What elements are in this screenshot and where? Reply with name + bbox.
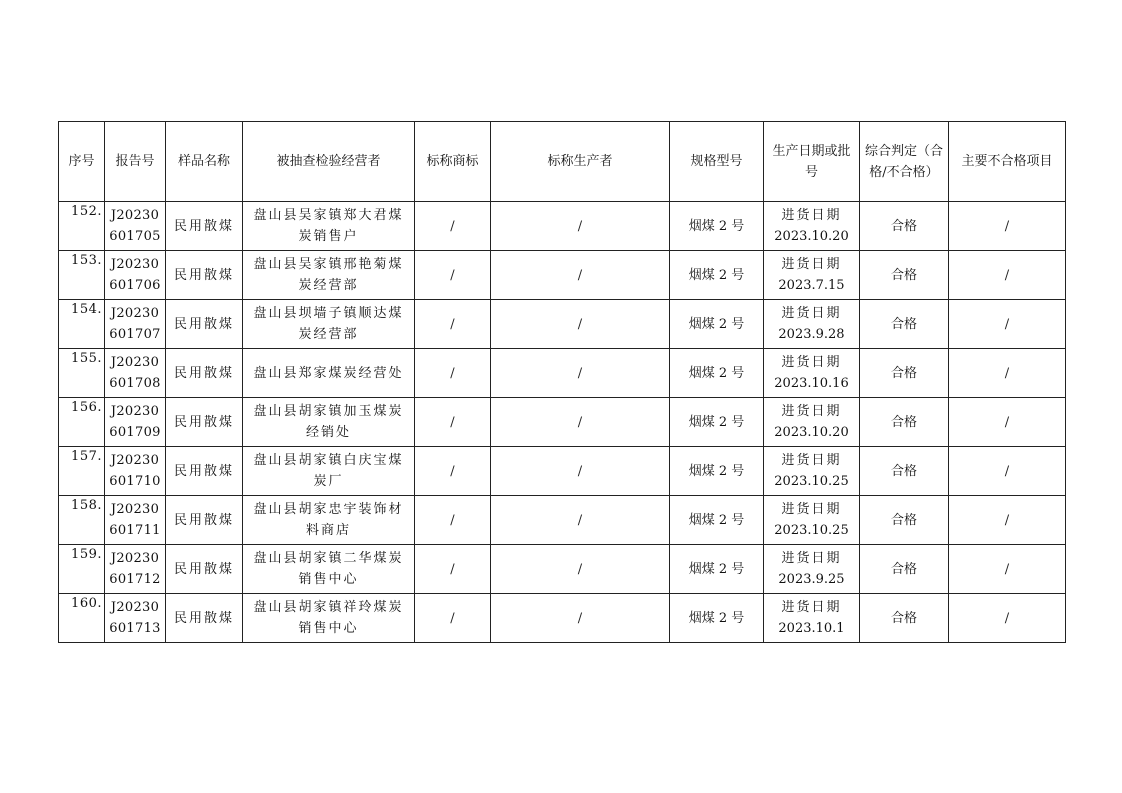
row-seq: 155.: [59, 349, 105, 398]
row-verdict: 合格: [860, 398, 949, 447]
row-production-date: [764, 251, 860, 300]
row-producer: /: [491, 496, 670, 545]
row-operator: 盘山县胡家忠宇装饰材料商店: [243, 496, 415, 545]
table-row: [59, 545, 1066, 594]
report-no-part-2: 601705: [109, 229, 161, 244]
row-seq: 152.: [59, 202, 105, 251]
report-no-part-2: 601707: [109, 327, 161, 342]
row-verdict: 合格: [860, 300, 949, 349]
row-brand: /: [415, 594, 491, 643]
report-no-part-1: J20230: [110, 257, 160, 272]
row-sample-name: 民用散煤: [166, 300, 243, 349]
row-producer: /: [491, 594, 670, 643]
row-verdict: 合格: [860, 447, 949, 496]
row-sample-name: 民用散煤: [166, 447, 243, 496]
row-sample-name: 民用散煤: [166, 594, 243, 643]
report-no-part-2: 601711: [109, 523, 161, 538]
table-row: [59, 496, 1066, 545]
report-no-part-1: J20230: [110, 404, 160, 419]
row-brand: /: [415, 545, 491, 594]
col-header-report-no: 报告号: [105, 122, 166, 202]
col-header-seq: 序号: [59, 122, 105, 202]
row-report-no: [105, 398, 166, 447]
table-row: [59, 300, 1066, 349]
table-body: [59, 202, 1066, 643]
row-report-no: [105, 496, 166, 545]
row-main-failures: /: [949, 447, 1066, 496]
row-sample-name: 民用散煤: [166, 202, 243, 251]
row-main-failures: /: [949, 545, 1066, 594]
row-main-failures: /: [949, 496, 1066, 545]
date-label: 进货日期: [781, 502, 842, 517]
row-producer: /: [491, 398, 670, 447]
report-no-part-1: J20230: [110, 453, 160, 468]
row-spec: 烟煤 2 号: [670, 447, 764, 496]
row-sample-name: 民用散煤: [166, 251, 243, 300]
row-production-date: [764, 545, 860, 594]
row-seq: 158.: [59, 496, 105, 545]
row-spec: 烟煤 2 号: [670, 496, 764, 545]
row-brand: /: [415, 496, 491, 545]
row-brand: /: [415, 300, 491, 349]
row-seq: 154.: [59, 300, 105, 349]
row-brand: /: [415, 398, 491, 447]
row-report-no: [105, 251, 166, 300]
date-value: 2023.9.25: [778, 572, 845, 587]
row-producer: /: [491, 202, 670, 251]
col-header-producer: 标称生产者: [491, 122, 670, 202]
report-no-part-1: J20230: [110, 600, 160, 615]
date-label: 进货日期: [781, 355, 842, 370]
row-operator: 盘山县胡家镇白庆宝煤炭厂: [243, 447, 415, 496]
row-report-no: [105, 447, 166, 496]
col-header-main-failures: 主要不合格项目: [949, 122, 1066, 202]
col-header-sample-name: 样品名称: [166, 122, 243, 202]
row-brand: /: [415, 349, 491, 398]
row-producer: /: [491, 349, 670, 398]
row-verdict: 合格: [860, 545, 949, 594]
row-main-failures: /: [949, 398, 1066, 447]
row-spec: 烟煤 2 号: [670, 300, 764, 349]
row-production-date: [764, 349, 860, 398]
row-spec: 烟煤 2 号: [670, 545, 764, 594]
date-label: 进货日期: [781, 208, 842, 223]
row-producer: /: [491, 545, 670, 594]
row-production-date: [764, 496, 860, 545]
row-sample-name: 民用散煤: [166, 545, 243, 594]
date-value: 2023.10.25: [774, 523, 849, 538]
report-no-part-2: 601708: [109, 376, 161, 391]
row-main-failures: /: [949, 349, 1066, 398]
row-operator: 盘山县胡家镇二华煤炭销售中心: [243, 545, 415, 594]
table-row: [59, 594, 1066, 643]
report-no-part-1: J20230: [110, 502, 160, 517]
row-sample-name: 民用散煤: [166, 349, 243, 398]
date-value: 2023.10.1: [778, 621, 845, 636]
table-row: [59, 349, 1066, 398]
row-seq: 157.: [59, 447, 105, 496]
row-brand: /: [415, 202, 491, 251]
row-production-date: [764, 398, 860, 447]
row-sample-name: 民用散煤: [166, 496, 243, 545]
col-header-verdict: 综合判定（合格/不合格）: [860, 122, 949, 202]
date-value: 2023.10.20: [774, 425, 849, 440]
row-spec: 烟煤 2 号: [670, 349, 764, 398]
col-header-production-date: 生产日期或批号: [764, 122, 860, 202]
inspection-results-table: [58, 121, 1066, 643]
report-no-part-1: J20230: [110, 306, 160, 321]
date-label: 进货日期: [781, 404, 842, 419]
row-spec: 烟煤 2 号: [670, 251, 764, 300]
report-no-part-2: 601713: [109, 621, 161, 636]
row-main-failures: /: [949, 202, 1066, 251]
row-report-no: [105, 594, 166, 643]
row-spec: 烟煤 2 号: [670, 202, 764, 251]
row-brand: /: [415, 447, 491, 496]
date-label: 进货日期: [781, 257, 842, 272]
row-spec: 烟煤 2 号: [670, 594, 764, 643]
report-no-part-1: J20230: [110, 208, 160, 223]
row-operator: 盘山县胡家镇加玉煤炭经销处: [243, 398, 415, 447]
table-row: [59, 251, 1066, 300]
date-value: 2023.7.15: [778, 278, 845, 293]
col-header-brand: 标称商标: [415, 122, 491, 202]
date-label: 进货日期: [781, 551, 842, 566]
col-header-spec: 规格型号: [670, 122, 764, 202]
col-header-operator: 被抽查检验经营者: [243, 122, 415, 202]
row-report-no: [105, 202, 166, 251]
report-no-part-1: J20230: [110, 551, 160, 566]
date-label: 进货日期: [781, 453, 842, 468]
table-row: [59, 447, 1066, 496]
row-production-date: [764, 202, 860, 251]
row-producer: /: [491, 447, 670, 496]
report-no-part-2: 601710: [109, 474, 161, 489]
date-value: 2023.9.28: [778, 327, 845, 342]
row-seq: 156.: [59, 398, 105, 447]
row-seq: 160.: [59, 594, 105, 643]
row-verdict: 合格: [860, 496, 949, 545]
row-production-date: [764, 594, 860, 643]
row-operator: 盘山县坝墙子镇顺达煤炭经营部: [243, 300, 415, 349]
table-header-row: [59, 122, 1066, 202]
row-seq: 159.: [59, 545, 105, 594]
row-production-date: [764, 447, 860, 496]
date-label: 进货日期: [781, 306, 842, 321]
row-seq: 153.: [59, 251, 105, 300]
row-verdict: 合格: [860, 202, 949, 251]
report-no-part-1: J20230: [110, 355, 160, 370]
row-sample-name: 民用散煤: [166, 398, 243, 447]
date-value: 2023.10.25: [774, 474, 849, 489]
row-verdict: 合格: [860, 349, 949, 398]
row-operator: 盘山县吴家镇郑大君煤炭销售户: [243, 202, 415, 251]
date-value: 2023.10.16: [774, 376, 849, 391]
row-main-failures: /: [949, 251, 1066, 300]
row-main-failures: /: [949, 594, 1066, 643]
row-report-no: [105, 545, 166, 594]
row-report-no: [105, 349, 166, 398]
inspection-results-sheet: [58, 121, 1066, 643]
report-no-part-2: 601706: [109, 278, 161, 293]
row-production-date: [764, 300, 860, 349]
row-brand: /: [415, 251, 491, 300]
report-no-part-2: 601712: [109, 572, 161, 587]
date-value: 2023.10.20: [774, 229, 849, 244]
row-producer: /: [491, 300, 670, 349]
row-spec: 烟煤 2 号: [670, 398, 764, 447]
table-row: [59, 202, 1066, 251]
row-operator: 盘山县胡家镇祥玲煤炭销售中心: [243, 594, 415, 643]
table-row: [59, 398, 1066, 447]
row-verdict: 合格: [860, 251, 949, 300]
row-producer: /: [491, 251, 670, 300]
date-label: 进货日期: [781, 600, 842, 615]
row-operator: 盘山县吴家镇邢艳菊煤炭经营部: [243, 251, 415, 300]
row-main-failures: /: [949, 300, 1066, 349]
report-no-part-2: 601709: [109, 425, 161, 440]
row-verdict: 合格: [860, 594, 949, 643]
row-report-no: [105, 300, 166, 349]
row-operator: 盘山县郑家煤炭经营处: [243, 349, 415, 398]
